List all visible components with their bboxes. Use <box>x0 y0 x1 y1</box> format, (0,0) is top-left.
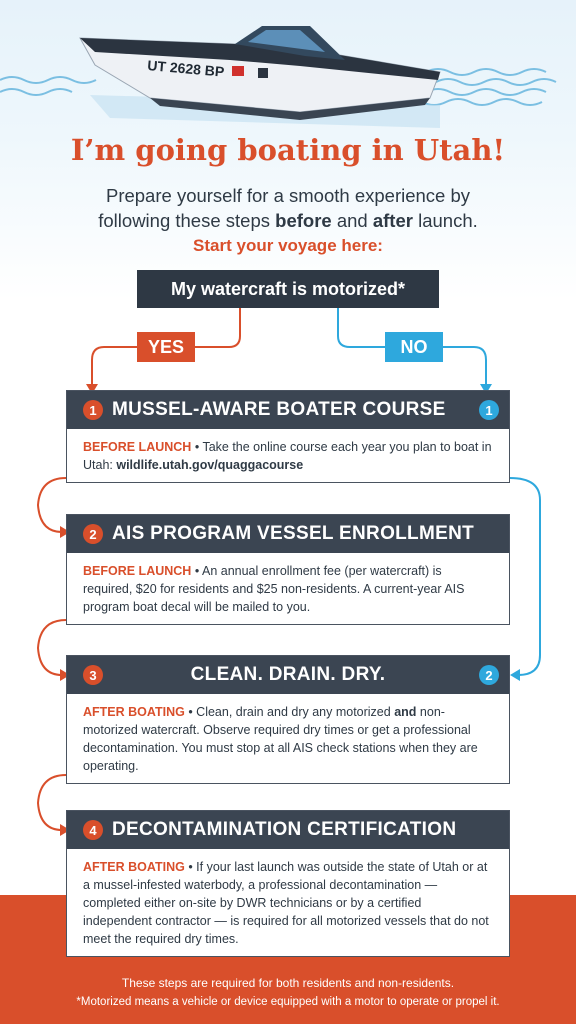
step-1-card <box>66 390 510 483</box>
intro-text-part: launch. <box>412 210 478 231</box>
footer-note: These steps are required for both residents and non-residents. <box>121 976 455 990</box>
step-4-title: DECONTAMINATION CERTIFICATION <box>112 819 457 840</box>
yes-label: YES <box>137 332 195 362</box>
intro-text-part: following these steps <box>98 210 276 231</box>
step-1-text: • Take the online course each year you plan to boat in Utah: <box>83 440 492 472</box>
step-3-title: CLEAN. DRAIN. DRY. <box>190 664 386 685</box>
step-3-header <box>67 656 509 694</box>
course-link[interactable]: wildlife.utah.gov/quaggacourse <box>116 458 304 472</box>
no-path-number-badge: 2 <box>479 665 499 685</box>
step-2-timing: BEFORE LAUNCH <box>83 564 192 578</box>
intro-after: after <box>372 210 413 231</box>
step-2-header <box>67 515 509 553</box>
step-2-body <box>67 553 509 624</box>
step-4-body <box>67 849 509 956</box>
step-number-badge: 4 <box>83 820 103 840</box>
step-2-title: AIS PROGRAM VESSEL ENROLLMENT <box>112 523 474 544</box>
step-number-badge: 3 <box>83 665 103 685</box>
intro-before: before <box>275 210 332 231</box>
step-3-card <box>66 655 510 784</box>
intro-text-part: and <box>331 210 373 231</box>
footer-footnote: *Motorized means a vehicle or device equipped with a motor to operate or propel it. <box>76 996 500 1008</box>
step-4-header <box>67 811 509 849</box>
motorized-question-box: My watercraft is motorized* <box>137 270 439 308</box>
step-number-badge: 2 <box>83 524 103 544</box>
step-1-body <box>67 429 509 482</box>
step-4-text: • If your last launch was outside the state of Utah or at a mussel-infested waterbody, a professional decontamination — completed either on-site by DWR technicians or by a certified independent contractor — is required for all motorized vessels that do not meet the required dry times. <box>83 860 489 946</box>
start-here-label: Start your voyage here: <box>193 236 383 255</box>
step-3-body <box>67 694 509 783</box>
step-4-timing: AFTER BOATING <box>83 860 185 874</box>
page-title: I’m going boating in Utah! <box>70 133 506 167</box>
intro-line-1: Prepare yourself for a smooth experience by <box>105 185 471 206</box>
step-1-timing: BEFORE LAUNCH <box>83 440 192 454</box>
step-1-title: MUSSEL-AWARE BOATER COURSE <box>112 399 446 420</box>
no-label: NO <box>385 332 443 362</box>
step-1-header <box>67 391 509 429</box>
step-3-text: non-motorized watercraft. Observe required dry times or get a professional decontamination. You must stop at all AIS check stations when they are operating. <box>83 705 478 773</box>
step-2-text: • An annual enrollment fee (per watercraft) is required, $20 for residents and $25 non-residents. A current-year AIS program boat decal will be mailed to you. <box>83 564 465 614</box>
step-3-text: • Clean, drain and dry any motorized <box>184 705 395 719</box>
step-3-timing: AFTER BOATING <box>83 705 185 719</box>
step-4-card <box>66 810 510 957</box>
step-3-bold: and <box>394 705 417 719</box>
no-path-number-badge: 1 <box>479 400 499 420</box>
boat-registration: UT 2628 BP <box>146 57 225 80</box>
step-number-badge: 1 <box>83 400 103 420</box>
step-2-card <box>66 514 510 625</box>
